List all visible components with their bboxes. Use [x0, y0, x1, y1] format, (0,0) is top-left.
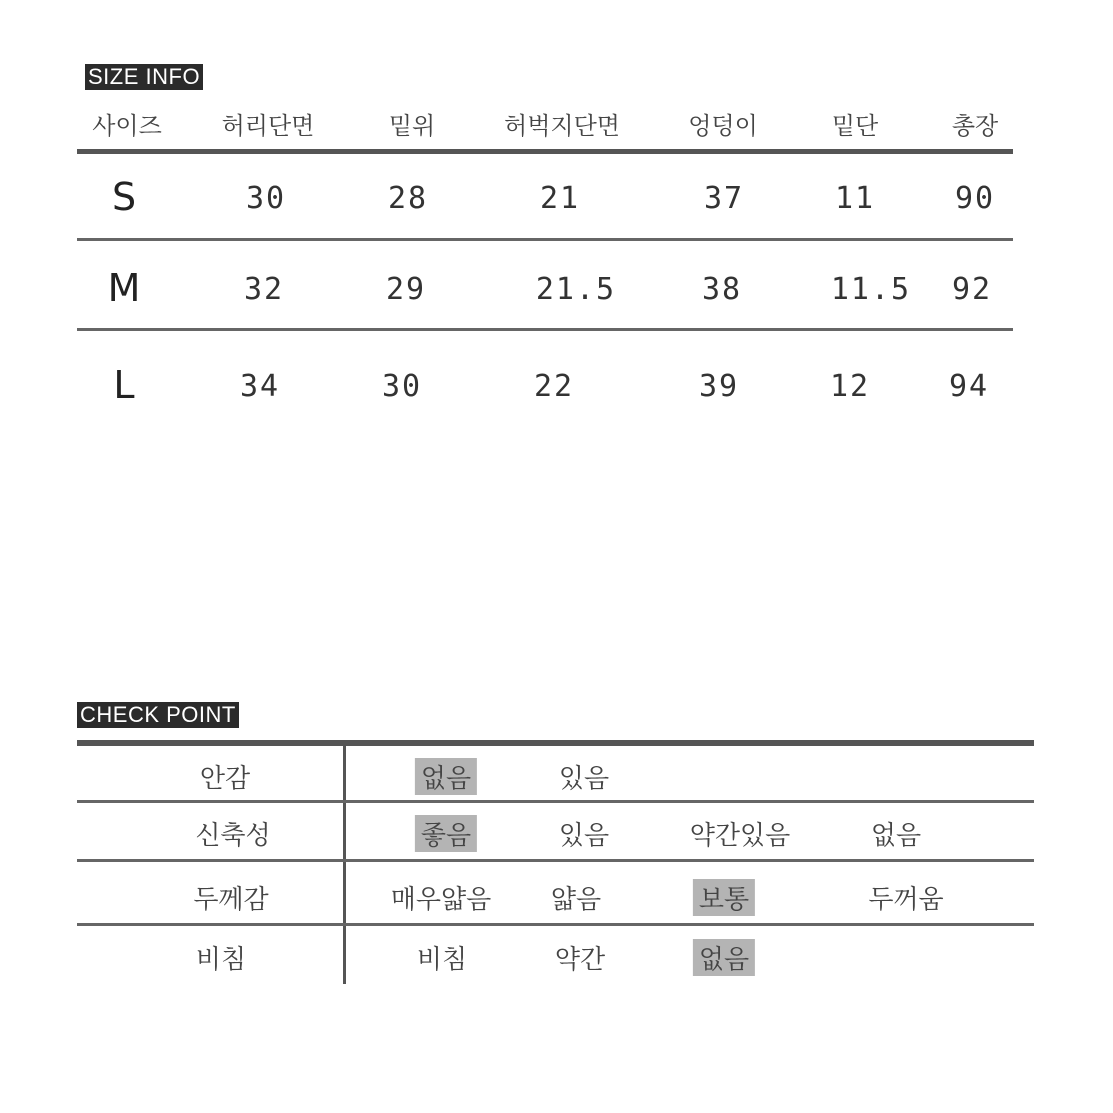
- check-option: 약간: [554, 945, 606, 975]
- size-value: 28: [387, 181, 429, 216]
- header-thigh: 허벅지단면: [504, 112, 620, 140]
- check-row-lining: [0, 746, 1113, 804]
- size-info-title: SIZE INFO: [85, 64, 203, 90]
- size-value: 90: [954, 181, 996, 216]
- header-rise: 밑위: [388, 112, 436, 140]
- size-value: 11: [834, 181, 876, 216]
- check-option-selected: 없음: [693, 939, 755, 976]
- check-category: 두께감: [193, 885, 269, 915]
- size-value: 34: [239, 369, 281, 404]
- size-row-divider: [77, 328, 1013, 331]
- size-row-l: [0, 355, 1113, 415]
- header-length: 총장: [951, 112, 999, 140]
- size-row-m: [0, 258, 1113, 318]
- size-header-rule: [77, 149, 1013, 154]
- check-point-title: CHECK POINT: [77, 702, 239, 728]
- size-value: 21.5: [535, 272, 617, 307]
- header-hip: 엉덩이: [688, 112, 758, 140]
- size-value: 94: [948, 369, 990, 404]
- size-row-divider: [77, 238, 1013, 241]
- check-option: 매우얇음: [390, 885, 492, 915]
- size-value: 38: [701, 272, 743, 307]
- check-option-selected: 좋음: [415, 815, 477, 852]
- check-row-thickness: [0, 867, 1113, 925]
- check-category: 비침: [195, 945, 247, 975]
- size-label: M: [107, 266, 141, 310]
- size-value: 11.5: [830, 272, 912, 307]
- check-option: 얇음: [550, 885, 602, 915]
- header-hem: 밑단: [831, 112, 879, 140]
- size-value: 30: [245, 181, 287, 216]
- check-option: 있음: [558, 821, 610, 851]
- check-option: 약간있음: [689, 821, 791, 851]
- size-row-s: [0, 167, 1113, 227]
- size-value: 29: [385, 272, 427, 307]
- check-option: 두꺼움: [868, 885, 944, 915]
- size-label: S: [111, 175, 137, 219]
- size-value: 21: [539, 181, 581, 216]
- check-category: 신축성: [195, 821, 271, 851]
- size-value: 37: [703, 181, 745, 216]
- check-row-stretch: [0, 803, 1113, 861]
- header-size: 사이즈: [92, 112, 162, 140]
- check-option: 있음: [558, 764, 610, 794]
- size-value: 12: [829, 369, 871, 404]
- check-option-selected: 보통: [693, 879, 755, 916]
- size-value: 30: [381, 369, 423, 404]
- size-label: L: [113, 363, 135, 407]
- check-option: 없음: [870, 821, 922, 851]
- header-waist: 허리단면: [221, 112, 315, 140]
- check-row-divider: [77, 923, 1034, 926]
- check-option: 비침: [416, 945, 468, 975]
- check-row-sheer: [0, 927, 1113, 985]
- check-option-selected: 없음: [415, 758, 477, 795]
- check-row-divider: [77, 859, 1034, 862]
- check-category: 안감: [199, 764, 251, 794]
- size-value: 22: [533, 369, 575, 404]
- size-table-header: [0, 102, 1113, 142]
- size-value: 39: [698, 369, 740, 404]
- size-value: 32: [243, 272, 285, 307]
- size-value: 92: [951, 272, 993, 307]
